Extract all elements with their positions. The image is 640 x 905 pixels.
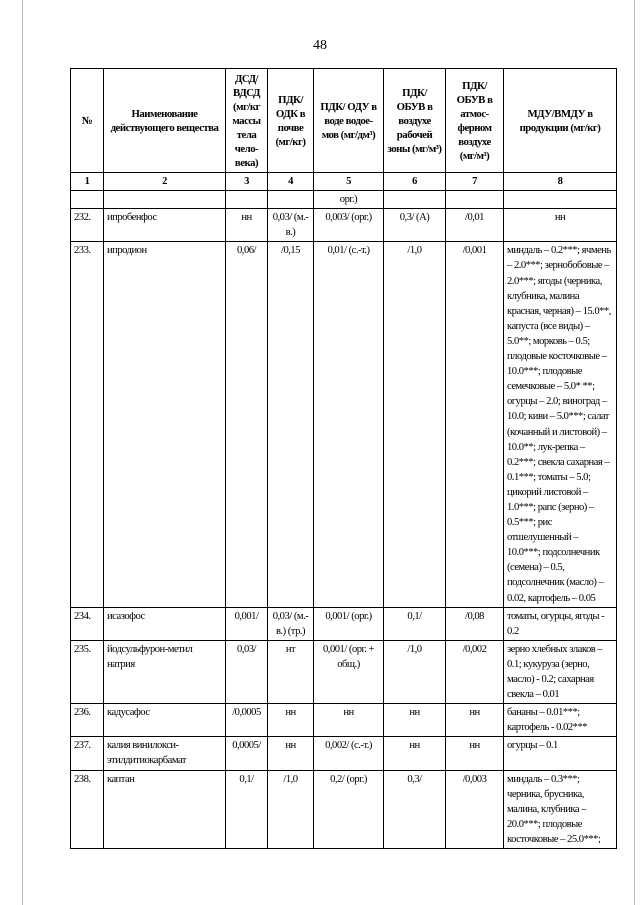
mrl-value: бананы – 0.01***; картофель - 0.02***: [504, 704, 617, 737]
header-atmospheric-air: ПДК/ ОБУВ в атмос- ферном воздухе (мг/м³): [446, 69, 504, 173]
row-number: 234.: [71, 607, 104, 640]
mrl-value: миндаль – 0.2***; ячмень – 2.0***; зернобобовые – 2.0***; ягоды (черника, клубника, малина красная, черная) – 15.0**, капуста (все виды) – 5.0**; морковь – 0.5; плодовые косточковые – 10.0***; плодовые семечковые – 5.0* **; огурцы – 2.0; виноград – 10.0; киви – 5.0***; салат (кочанный и листовой) – 10.0**; лук-репка – 0.2***; свекла сахарная – 0.1***; томаты – 5.0; цикорий листовой – 1.0***; рапс (зерно) – 0.5***; рис отшелушенный – 10.0***; подсолнечник (семена) – 0.5, подсолнечник (масло) – 0.02, картофель – 0.05: [504, 242, 617, 607]
substance-name: ипродион: [104, 242, 226, 607]
header-adi: ДСД/ ВДСД (мг/кг массы тела чело- века): [226, 69, 268, 173]
header-row: [71, 69, 617, 173]
workplace-air-value: /1,0: [384, 242, 446, 607]
substance-name: ипробенфос: [104, 209, 226, 242]
table-cell: [446, 191, 504, 209]
soil-value: нт: [268, 640, 314, 703]
atmospheric-air-value: /0,001: [446, 242, 504, 607]
table-cell: [268, 191, 314, 209]
adi-value: /0,0005: [226, 704, 268, 737]
table-cell: [504, 191, 617, 209]
table-cell: [71, 191, 104, 209]
water-value: 0,001/ (орг.): [314, 607, 384, 640]
soil-value: /1,0: [268, 770, 314, 848]
water-value: 0,002/ (с.-т.): [314, 737, 384, 770]
table-cell: орг.): [314, 191, 384, 209]
page-number: 48: [313, 38, 327, 53]
table-row: [71, 607, 617, 640]
column-number: 5: [314, 173, 384, 191]
header-water: ПДК/ ОДУ в воде водое- мов (мг/дм³): [314, 69, 384, 173]
water-value: 0,003/ (орг.): [314, 209, 384, 242]
right-margin-line: [634, 0, 635, 905]
table-row: [71, 737, 617, 770]
header-mrl: МДУ/ВМДУ в продукции (мг/кг): [504, 69, 617, 173]
row-number: 233.: [71, 242, 104, 607]
substance-name: кадусафос: [104, 704, 226, 737]
workplace-air-value: /1,0: [384, 640, 446, 703]
header-substance-name: Наименование действующего вещества: [104, 69, 226, 173]
workplace-air-value: 0,3/ (А): [384, 209, 446, 242]
atmospheric-air-value: нн: [446, 704, 504, 737]
row-number: 236.: [71, 704, 104, 737]
water-value: 0,01/ (с.-т.): [314, 242, 384, 607]
mrl-value: миндаль – 0.3***; черника, брусника, малина, клубника – 20.0***; плодовые косточковые – 25.0***;: [504, 770, 617, 848]
table-row: [71, 770, 617, 848]
adi-value: 0,001/: [226, 607, 268, 640]
workplace-air-value: нн: [384, 704, 446, 737]
table-row: [71, 704, 617, 737]
atmospheric-air-value: /0,08: [446, 607, 504, 640]
water-value: 0,2/ (орг.): [314, 770, 384, 848]
workplace-air-value: нн: [384, 737, 446, 770]
soil-value: 0,03/ (м.-в.): [268, 209, 314, 242]
workplace-air-value: 0,3/: [384, 770, 446, 848]
row-number: 238.: [71, 770, 104, 848]
substance-name: йодсульфурон-метил натрия: [104, 640, 226, 703]
substance-name: исазофос: [104, 607, 226, 640]
adi-value: 0,03/: [226, 640, 268, 703]
continuation-row: [71, 191, 617, 209]
soil-value: /0,15: [268, 242, 314, 607]
soil-value: 0,03/ (м.-в.) (тр.): [268, 607, 314, 640]
adi-value: 0,0005/: [226, 737, 268, 770]
pesticide-table: [70, 68, 617, 849]
atmospheric-air-value: /0,003: [446, 770, 504, 848]
table-cell: [384, 191, 446, 209]
header-soil: ПДК/ ОДК в почве (мг/кг): [268, 69, 314, 173]
column-number: 2: [104, 173, 226, 191]
column-number: 4: [268, 173, 314, 191]
row-number: 232.: [71, 209, 104, 242]
atmospheric-air-value: /0,002: [446, 640, 504, 703]
mrl-value: огурцы – 0.1: [504, 737, 617, 770]
column-number: 7: [446, 173, 504, 191]
table-row: [71, 209, 617, 242]
column-number: 3: [226, 173, 268, 191]
water-value: нн: [314, 704, 384, 737]
table-cell: [104, 191, 226, 209]
header-number: №: [71, 69, 104, 173]
substance-name: калия винилокси- этилдитиокарбамат: [104, 737, 226, 770]
soil-value: нн: [268, 737, 314, 770]
workplace-air-value: 0,1/: [384, 607, 446, 640]
adi-value: 0,1/: [226, 770, 268, 848]
row-number: 237.: [71, 737, 104, 770]
mrl-value: нн: [504, 209, 617, 242]
substance-name: каптан: [104, 770, 226, 848]
adi-value: 0,06/: [226, 242, 268, 607]
table-cell: [226, 191, 268, 209]
table-row: [71, 640, 617, 703]
row-number: 235.: [71, 640, 104, 703]
soil-value: нн: [268, 704, 314, 737]
atmospheric-air-value: /0,01: [446, 209, 504, 242]
left-margin-line: [22, 0, 23, 905]
table-row: [71, 242, 617, 607]
column-number-row: [71, 173, 617, 191]
mrl-value: томаты, огурцы, ягоды - 0.2: [504, 607, 617, 640]
mrl-value: зерно хлебных злаков – 0.1; кукуруза (зерно, масло) - 0.2; сахарная свекла – 0.01: [504, 640, 617, 703]
column-number: 1: [71, 173, 104, 191]
atmospheric-air-value: нн: [446, 737, 504, 770]
water-value: 0,001/ (орг. + общ.): [314, 640, 384, 703]
header-workplace-air: ПДК/ ОБУВ в воздухе рабочей зоны (мг/м³): [384, 69, 446, 173]
column-number: 6: [384, 173, 446, 191]
adi-value: нн: [226, 209, 268, 242]
column-number: 8: [504, 173, 617, 191]
